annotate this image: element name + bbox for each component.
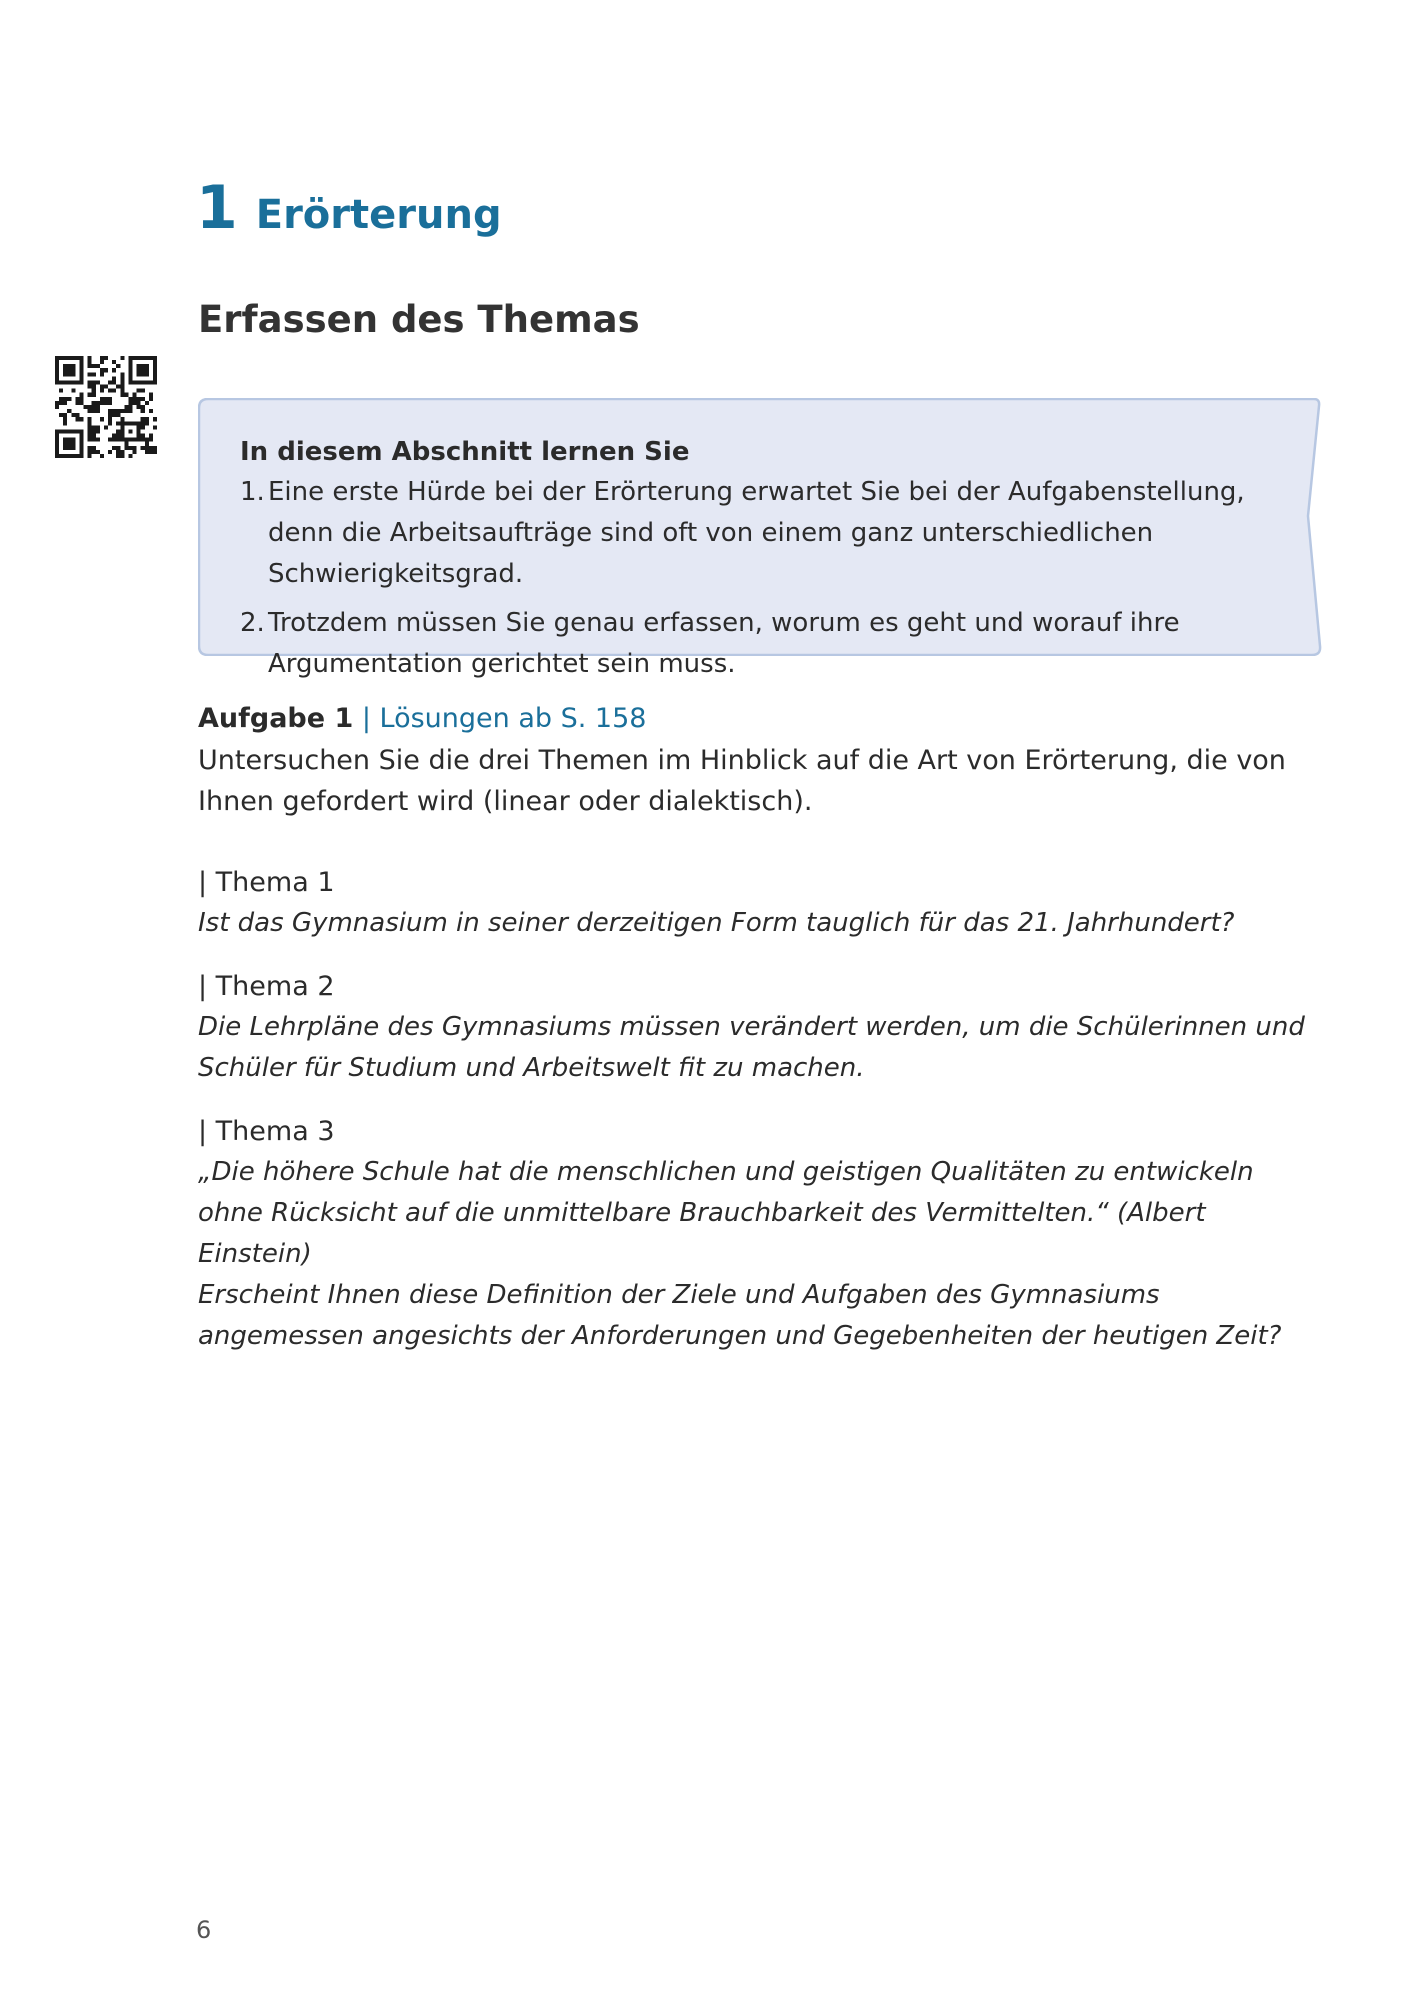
theme-question: Erscheint Ihnen diese Definition der Ziele und Aufgaben des Gymnasiums angemessen angesichts der Anforderungen und Gegebenheiten der heutigen Zeit?: [198, 1280, 1282, 1351]
learning-goal-number: 1.: [240, 477, 265, 507]
chapter-title: Erörterung: [255, 192, 502, 238]
solutions-link[interactable]: Lösungen ab S. 158: [379, 703, 647, 734]
learning-goal-item: [240, 472, 1290, 595]
page-number: 6: [196, 1916, 212, 1944]
theme-quote: „Die höhere Schule hat die menschlichen und geistigen Qualitäten zu entwickeln ohne Rücksicht auf die unmittelbare Brauchbarkeit des Vermittelten.“ (Albert Einstein): [198, 1157, 1254, 1269]
task-block: [198, 698, 1320, 822]
theme-2: [198, 966, 1322, 1089]
theme-text: Die Lehrpläne des Gymnasiums müssen verändert werden, um die Schülerinnen und Schüler für Studium und Arbeitswelt fit zu machen.: [198, 1012, 1305, 1083]
section-title: Erfassen des Themas: [198, 298, 640, 341]
learning-goal-text: Eine erste Hürde bei der Erörterung erwartet Sie bei der Aufgabenstellung, denn die Arbeitsaufträge sind oft von einem ganz unterschiedlichen Schwierigkeitsgrad.: [268, 477, 1245, 589]
task-heading: [198, 698, 1320, 740]
theme-label: | Thema 1: [198, 867, 335, 898]
theme-label: | Thema 2: [198, 971, 335, 1002]
learning-goal-item: [240, 603, 1290, 685]
theme-text: Ist das Gymnasium in seiner derzeitigen Form tauglich für das 21. Jahrhundert?: [198, 908, 1235, 938]
theme-1: [198, 862, 1322, 944]
theme-label: | Thema 3: [198, 1116, 335, 1147]
qr-code-icon[interactable]: [55, 356, 157, 458]
learning-goal-text: Trotzdem müssen Sie genau erfassen, worum es geht und worauf ihre Argumentation gerichtet sein muss.: [268, 608, 1180, 679]
task-label: Aufgabe 1: [198, 703, 354, 734]
learning-goals-heading: In diesem Abschnitt lernen Sie: [240, 437, 690, 467]
learning-goals-list: [240, 472, 1290, 685]
theme-3: [198, 1111, 1322, 1357]
task-separator: |: [353, 703, 380, 734]
learning-goals-box: [198, 398, 1322, 679]
chapter-heading: [196, 173, 502, 243]
chapter-number: 1: [196, 173, 238, 243]
task-description: Untersuchen Sie die drei Themen im Hinblick auf die Art von Erörterung, die von Ihnen gefordert wird (linear oder dialektisch).: [198, 745, 1286, 817]
learning-goal-number: 2.: [240, 608, 265, 638]
themes-list: [198, 862, 1322, 1379]
